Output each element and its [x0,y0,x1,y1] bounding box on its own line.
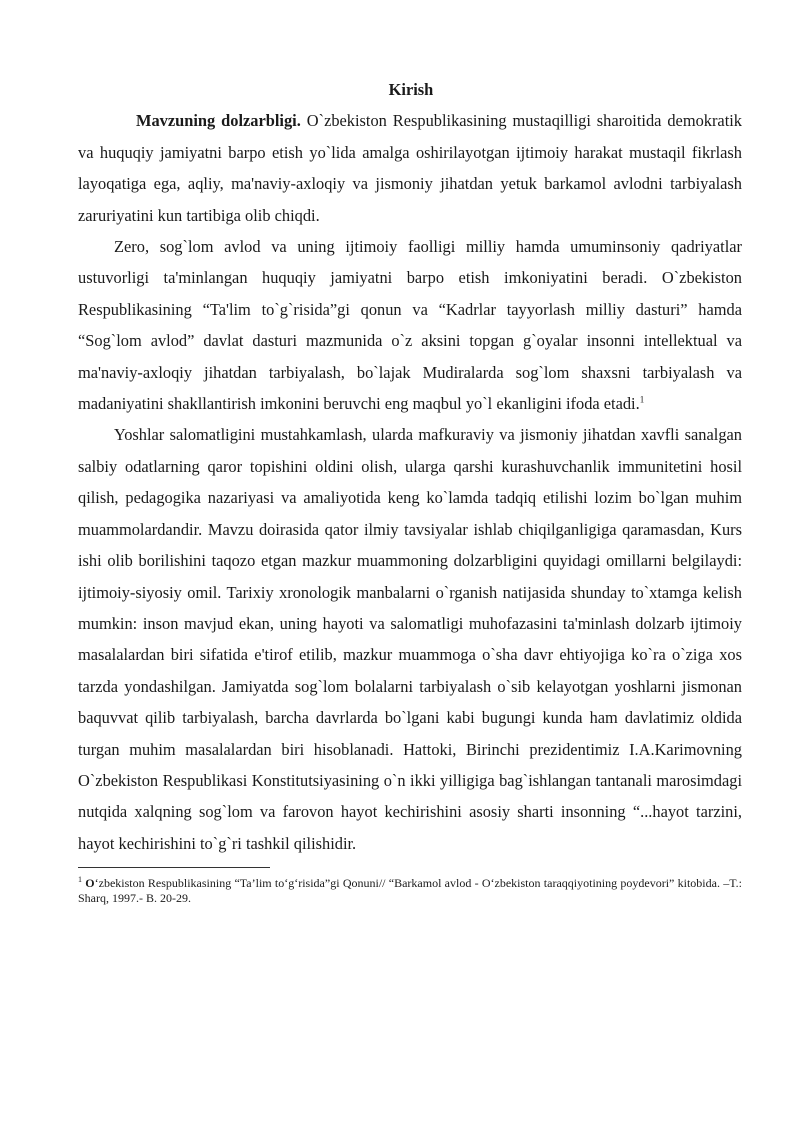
paragraph-text: Zero, sog`lom avlod va uning ijtimoiy faolligi milliy hamda umuminsoniy qadriyatlar ustuvorligi ta'minlangan huquqiy jamiyatni barpo etish imkoniyatini beradi. O`zbekiston Respublikasining “Ta'lim to`g`risida”gi qonun va “Kadrlar tayyorlash milliy dasturi” hamda “Sog`lom avlod” davlat dasturi mazmunida o`z aksini topgan g`oyalar insonni intellektual va ma'naviy-axloqiy jihatdan tarbiyalash, bo`lajak Mudiralarda sog`lom shaxsni tarbiyalash va madaniyatini shakllantirish imkonini beruvchi eng maqbul yo`l ekanligini ifoda etadi. [78,237,742,414]
paragraph-lead: Mavzuning dolzarbligi. [136,111,301,131]
footnote-text: ‘zbekiston Respublikasining “Ta’lim to‘g‘risida”gi Qonuni// “Barkamol avlod - O‘zbekiston taraqqiyotining poydevori” kitobida. –T.: Sharq, 1997.- B. 20-29. [78,876,743,906]
paragraph-relevance [78,105,742,231]
footnote-mark: 1 [78,875,82,885]
footnote [78,876,742,906]
paragraph-youth-health [78,419,742,859]
document-page [78,74,742,906]
footnote-reference[interactable]: 1 [639,394,645,405]
paragraph-text: O`zbekiston Respublikasining mustaqilligi sharoitida demokratik va huquqiy jamiyatni barpo etish yo`lida amalga oshirilayotgan ijtimoiy harakat mustaqil fikrlash layoqatiga ega, aqliy, ma'naviy-axloqiy va jismoniy jihatdan yetuk barkamol avlodni tarbiyalash zaruriyatini kun tartibiga olib chiqdi. [78,111,742,225]
footnote-lead-char: O [85,876,95,891]
footnote-divider [78,867,270,868]
paragraph-healthy-generation [78,231,742,419]
section-title: Kirish [388,80,434,99]
paragraph-text: Yoshlar salomatligini mustahkamlash, ularda mafkuraviy va jismoniy jihatdan xavfli sanalgan salbiy odatlarning qaror topishini oldini olish, ularga qarshi kurashuvchanlik immunitetini hosil qilish, pedagogika nazariyasi va amaliyotida keng ko`lamda tadqiq etilishi lozim bo`lgan muhim muammolardandir. Mavzu doirasida qator ilmiy tavsiyalar ishlab chiqilganligiga qaramasdan, Kurs ishi olib borilishini taqozo etgan mazkur muammoning dolzarbligini quyidagi omillarni belgilaydi: ijtimoiy-siyosiy omil. Tarixiy xronologik manbalarni o`rganish natijasida shunday to`xtamga kelish mumkin: inson mavjud ekan, uning hayoti va salomatligi muhofazasini ta'minlash dolzarb ijtimoiy masalalardan biri sifatida e'tirof etilib, mazkur muammoga o`sha davr ehtiyojiga ko`ra o`ziga xos tarzda yondashilgan. Jamiyatda sog`lom bolalarni tarbiyalash o`sib kelayotgan yoshlarni jismonan baquvvat qilib tarbiyalash, barcha davrlarda bo`lgani kabi bugungi kunda ham davlatimiz oldida turgan muhim masalalardan biri hisoblanadi. Hattoki, Birinchi prezidentimiz I.A.Karimovning O`zbekiston Respublikasi Konstitutsiyasining o`n ikki yilligiga bag`ishlangan tantanali marosimdagi nutqida xalqning sog`lom va farovon hayot kechirishini asosiy sharti insonning “...hayot tarzini, hayot kechirishini to`g`ri tashkil qilishidir. [78,425,742,853]
